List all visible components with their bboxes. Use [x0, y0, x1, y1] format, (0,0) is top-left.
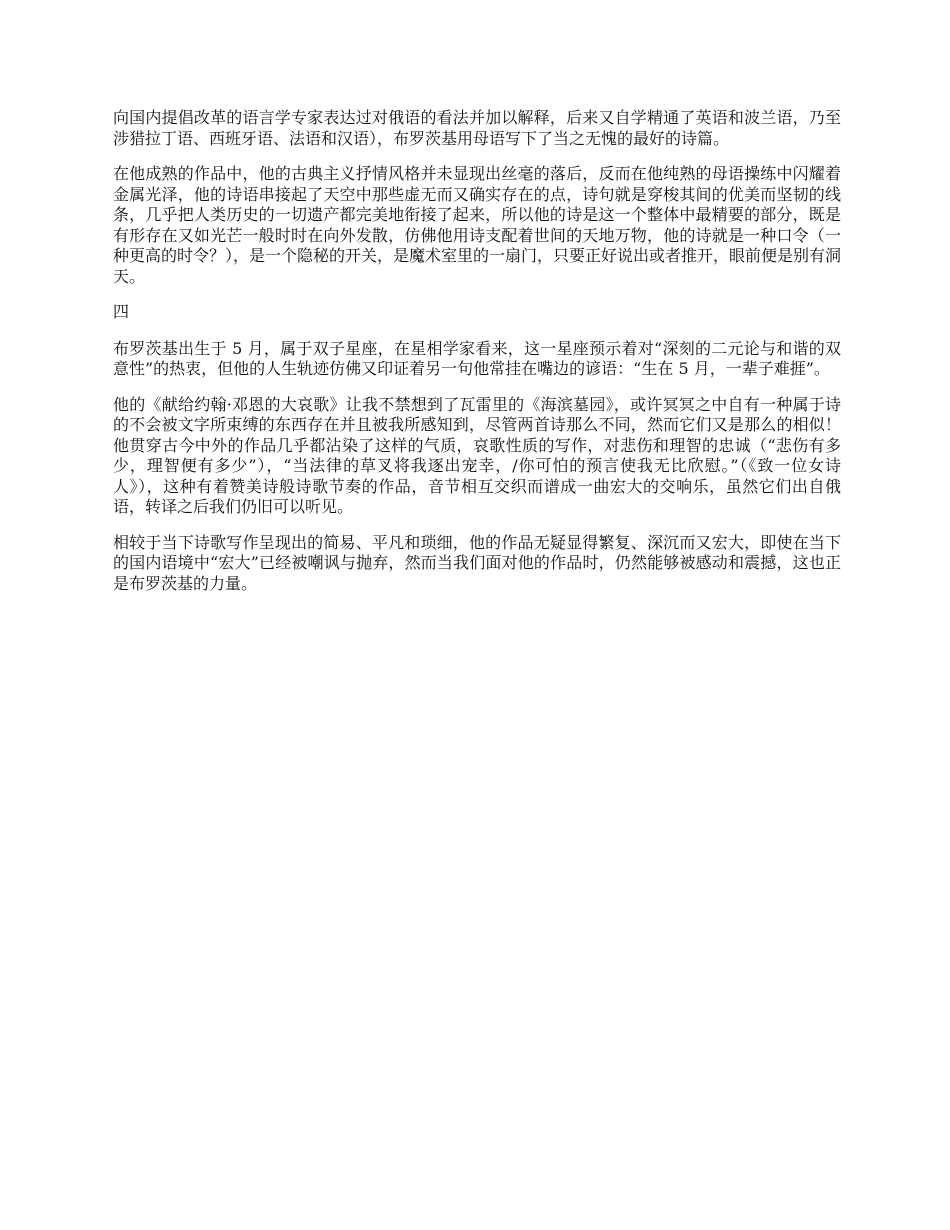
paragraph-1: 向国内提倡改革的语言学专家表达过对俄语的看法并加以解释，后来又自学精通了英语和波兰语，乃至涉猎拉丁语、西班牙语、法语和汉语），布罗茨基用母语写下了当之无愧的最好的诗篇。	[113, 108, 841, 148]
section-heading: 四	[113, 302, 130, 321]
paragraph-3: 布罗茨基出生于 5 月，属于双子星座，在星相学家看来，这一星座预示着对“深刻的二元论与和谐的双意性”的热衷，但他的人生轨迹仿佛又印证着另一句他常挂在嘴边的谚语：“生在 5 月，一辈子难捱”。	[113, 338, 841, 378]
paragraph-2: 在他成熟的作品中，他的古典主义抒情风格并未显现出丝毫的落后，反而在他纯熟的母语操练中闪耀着金属光泽，他的诗语串接起了天空中那些虚无而又确实存在的点，诗句就是穿梭其间的优美而坚韧的线条，几乎把人类历史的一切遗产都完美地衔接了起来，所以他的诗是这一个整体中最精要的部分，既是有形存在又如光芒一般时时在向外发散，仿佛他用诗支配着世间的天地万物，他的诗就是一种口令（一种更高的时令？），是一个隐秘的开关，是魔术室里的一扇门，只要正好说出或者推开，眼前便是别有洞天。	[113, 164, 842, 286]
paragraph-4: 他的《献给约翰·邓恩的大哀歌》让我不禁想到了瓦雷里的《海滨墓园》，或许冥冥之中自有一种属于诗的不会被文字所束缚的东西存在并且被我所感知到，尽管两首诗那么不同，然而它们又是那么的相似！他贯穿古今中外的作品几乎都沾染了这样的气质，哀歌性质的写作，对悲伤和理智的忠诚（“悲伤有多少，理智便有多少”），“当法律的草叉将我逐出宠幸，/你可怕的预言使我无比欣慰。”（《致一位女诗人》），这种有着赞美诗般诗歌节奏的作品，音节相互交织而谱成一曲宏大的交响乐，虽然它们出自俄语，转译之后我们仍旧可以听见。	[113, 394, 841, 516]
document-body	[113, 108, 841, 609]
paragraph-5: 相较于当下诗歌写作呈现出的简易、平凡和琐细，他的作品无疑显得繁复、深沉而又宏大，即使在当下的国内语境中“宏大”已经被嘲讽与抛弃，然而当我们面对他的作品时，仍然能够被感动和震撼，这也正是布罗茨基的力量。	[113, 532, 841, 593]
